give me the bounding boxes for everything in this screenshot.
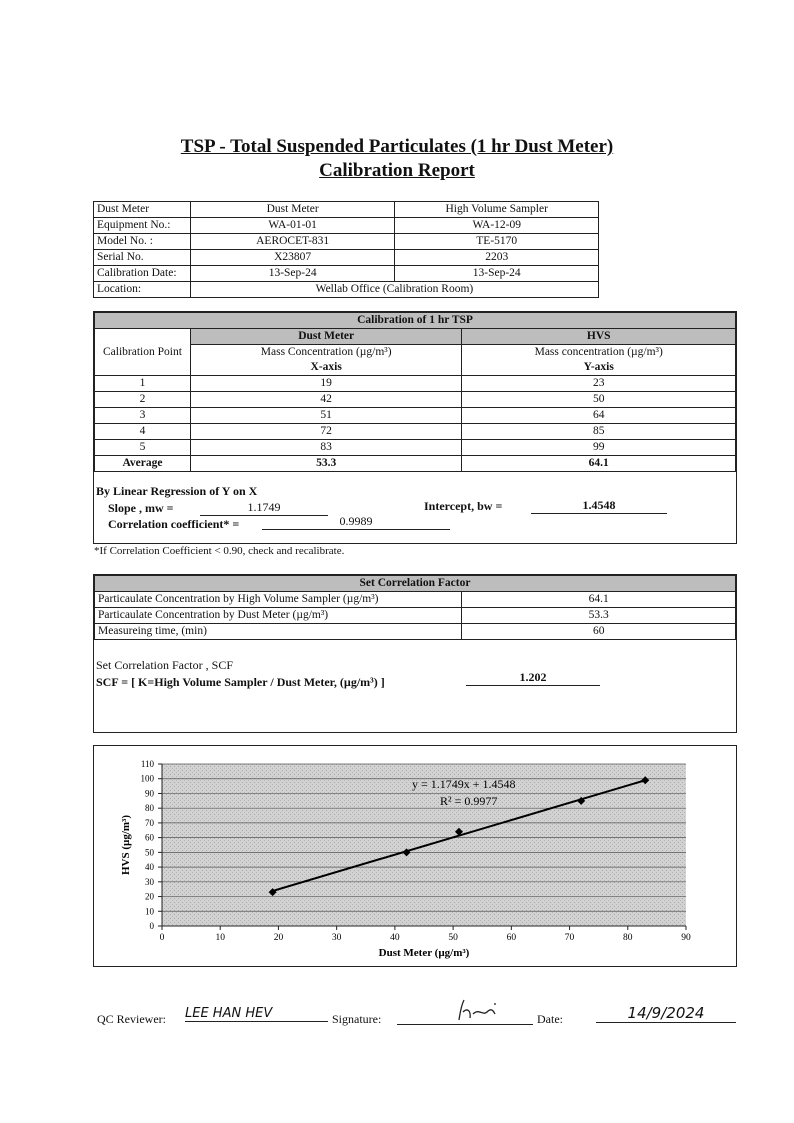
scf-row-value: 60	[462, 624, 736, 640]
equipment-table	[93, 201, 599, 298]
equipment-dust-value: X23807	[190, 250, 395, 266]
equipment-dust-value: Dust Meter	[190, 202, 395, 218]
signature-label: Signature:	[332, 1012, 382, 1026]
calibration-point-number: 3	[95, 408, 191, 424]
slope-value: 1.1749	[200, 500, 328, 516]
scf-table	[94, 575, 736, 640]
average-y: 64.1	[462, 456, 736, 472]
x-tick-label: 80	[623, 933, 633, 943]
correlation-value: 0.9989	[262, 514, 450, 530]
y-tick-label: 10	[145, 906, 154, 917]
equipment-row-label: Dust Meter	[94, 202, 191, 218]
equipment-row-label: Serial No.	[94, 250, 191, 266]
report-title-line1: TSP - Total Suspended Particulates (1 hr Dust Meter)	[180, 136, 614, 157]
regression-title: By Linear Regression of Y on X	[96, 484, 258, 498]
signature-mark	[397, 998, 533, 1024]
y-tick-label: 110	[140, 759, 154, 769]
equipment-hvs-value: High Volume Sampler	[395, 202, 599, 218]
x-axis-title: Dust Meter (µg/m³)	[378, 947, 470, 959]
x-tick-label: 10	[215, 933, 225, 943]
average-label: Average	[95, 456, 191, 472]
y-tick-label: 90	[145, 788, 154, 799]
scf-row	[95, 608, 736, 624]
calibration-x-value: 72	[190, 424, 462, 440]
equipment-row	[94, 202, 599, 218]
trendline-r2: R² = 0.9977	[440, 794, 498, 808]
calibration-x-value: 19	[190, 376, 462, 392]
signature-line	[397, 1024, 533, 1025]
y-tick-label: 80	[145, 803, 154, 814]
date-value: 14/9/2024	[596, 1004, 736, 1023]
location-row	[94, 282, 599, 298]
y-tick-label: 40	[145, 862, 154, 873]
x-tick-label: 90	[681, 933, 691, 943]
equipment-row	[94, 250, 599, 266]
calibration-point-number: 4	[95, 424, 191, 440]
intercept-label: Intercept, bw =	[424, 499, 503, 513]
x-axis-label: X-axis	[190, 360, 462, 376]
calibration-x-value: 42	[190, 392, 462, 408]
report-title-line2: Calibration Report	[319, 160, 475, 181]
calibration-row	[95, 392, 736, 408]
calibration-point-header: Calibration Point	[95, 329, 191, 376]
equipment-hvs-value: 13-Sep-24	[395, 266, 599, 282]
equipment-row-label: Calibration Date:	[94, 266, 191, 282]
y-axis-label: Y-axis	[462, 360, 736, 376]
dust-unit-label: Mass Concentration (µg/m³)	[190, 345, 462, 361]
x-tick-label: 0	[159, 933, 165, 943]
hvs-unit-label: Mass concentration (µg/m³)	[462, 345, 736, 361]
scf-section-title: Set Correlation Factor	[95, 576, 736, 592]
calibration-y-value: 50	[462, 392, 736, 408]
scf-row	[95, 624, 736, 640]
y-tick-label: 30	[145, 876, 154, 887]
calibration-row	[95, 424, 736, 440]
calibration-y-value: 64	[462, 408, 736, 424]
y-tick-label: 50	[145, 847, 154, 858]
scf-row-label: Measureing time, (min)	[95, 624, 462, 640]
scf-value: 1.202	[466, 670, 600, 686]
y-tick-label: 70	[145, 817, 154, 828]
dust-meter-header: Dust Meter	[190, 329, 462, 345]
calibration-table	[94, 312, 736, 472]
slope-label: Slope , mw =	[108, 501, 174, 515]
x-tick-label: 60	[506, 933, 517, 943]
equipment-dust-value: WA-01-01	[190, 218, 395, 234]
x-tick-label: 20	[273, 933, 284, 943]
calibration-x-value: 51	[190, 408, 462, 424]
correlation-label: Correlation coefficient* =	[108, 517, 240, 531]
calibration-y-value: 99	[462, 440, 736, 456]
scf-section	[93, 574, 737, 733]
calibration-section	[93, 311, 737, 544]
calibration-section-title: Calibration of 1 hr TSP	[95, 313, 736, 329]
y-tick-label: 60	[145, 832, 154, 843]
scf-row	[95, 592, 736, 608]
y-tick-label: 0	[149, 921, 154, 931]
y-tick-label: 100	[140, 773, 154, 784]
x-tick-label: 70	[564, 933, 575, 943]
equipment-hvs-value: TE-5170	[395, 234, 599, 250]
equipment-hvs-value: WA-12-09	[395, 218, 599, 234]
x-tick-label: 30	[331, 933, 342, 943]
equipment-row-label: Model No. :	[94, 234, 191, 250]
average-row	[95, 456, 736, 472]
calibration-x-value: 83	[190, 440, 462, 456]
footnote: *If Correlation Coefficient < 0.90, check and recalibrate.	[94, 545, 345, 557]
scf-row-label: Particaulate Concentration by High Volume Sampler (µg/m³)	[95, 592, 462, 608]
chart-frame	[93, 745, 737, 967]
calibration-row	[95, 408, 736, 424]
reviewer-label: QC Reviewer:	[97, 1012, 166, 1026]
average-x: 53.3	[190, 456, 462, 472]
equipment-dust-value: AEROCET-831	[190, 234, 395, 250]
calibration-point-number: 1	[95, 376, 191, 392]
equipment-row-label: Equipment No.:	[94, 218, 191, 234]
location-value: Wellab Office (Calibration Room)	[190, 282, 598, 298]
calibration-chart	[94, 746, 736, 966]
calibration-y-value: 85	[462, 424, 736, 440]
y-axis-title: HVS (µg/m³)	[120, 814, 132, 876]
equipment-hvs-value: 2203	[395, 250, 599, 266]
y-tick-label: 20	[145, 891, 154, 902]
scf-row-label: Particaulate Concentration by Dust Meter (µg/m³)	[95, 608, 462, 624]
date-label: Date:	[537, 1012, 563, 1026]
calibration-point-number: 2	[95, 392, 191, 408]
scf-label: Set Correlation Factor , SCF	[96, 658, 233, 672]
x-tick-label: 40	[390, 933, 400, 943]
location-label: Location:	[94, 282, 191, 298]
calibration-row	[95, 440, 736, 456]
equipment-row	[94, 218, 599, 234]
calibration-point-number: 5	[95, 440, 191, 456]
equipment-dust-value: 13-Sep-24	[190, 266, 395, 282]
hvs-header: HVS	[462, 329, 736, 345]
trendline-equation: y = 1.1749x + 1.4548	[412, 777, 516, 791]
calibration-y-value: 23	[462, 376, 736, 392]
reviewer-name: LEE HAN HEV	[185, 1006, 328, 1022]
equipment-row	[94, 266, 599, 282]
equipment-row	[94, 234, 599, 250]
scf-row-value: 53.3	[462, 608, 736, 624]
scf-row-value: 64.1	[462, 592, 736, 608]
x-tick-label: 50	[448, 933, 458, 943]
calibration-row	[95, 376, 736, 392]
scf-formula: SCF = [ K=High Volume Sampler / Dust Meter, (µg/m³) ]	[96, 675, 385, 689]
intercept-value: 1.4548	[531, 498, 667, 514]
